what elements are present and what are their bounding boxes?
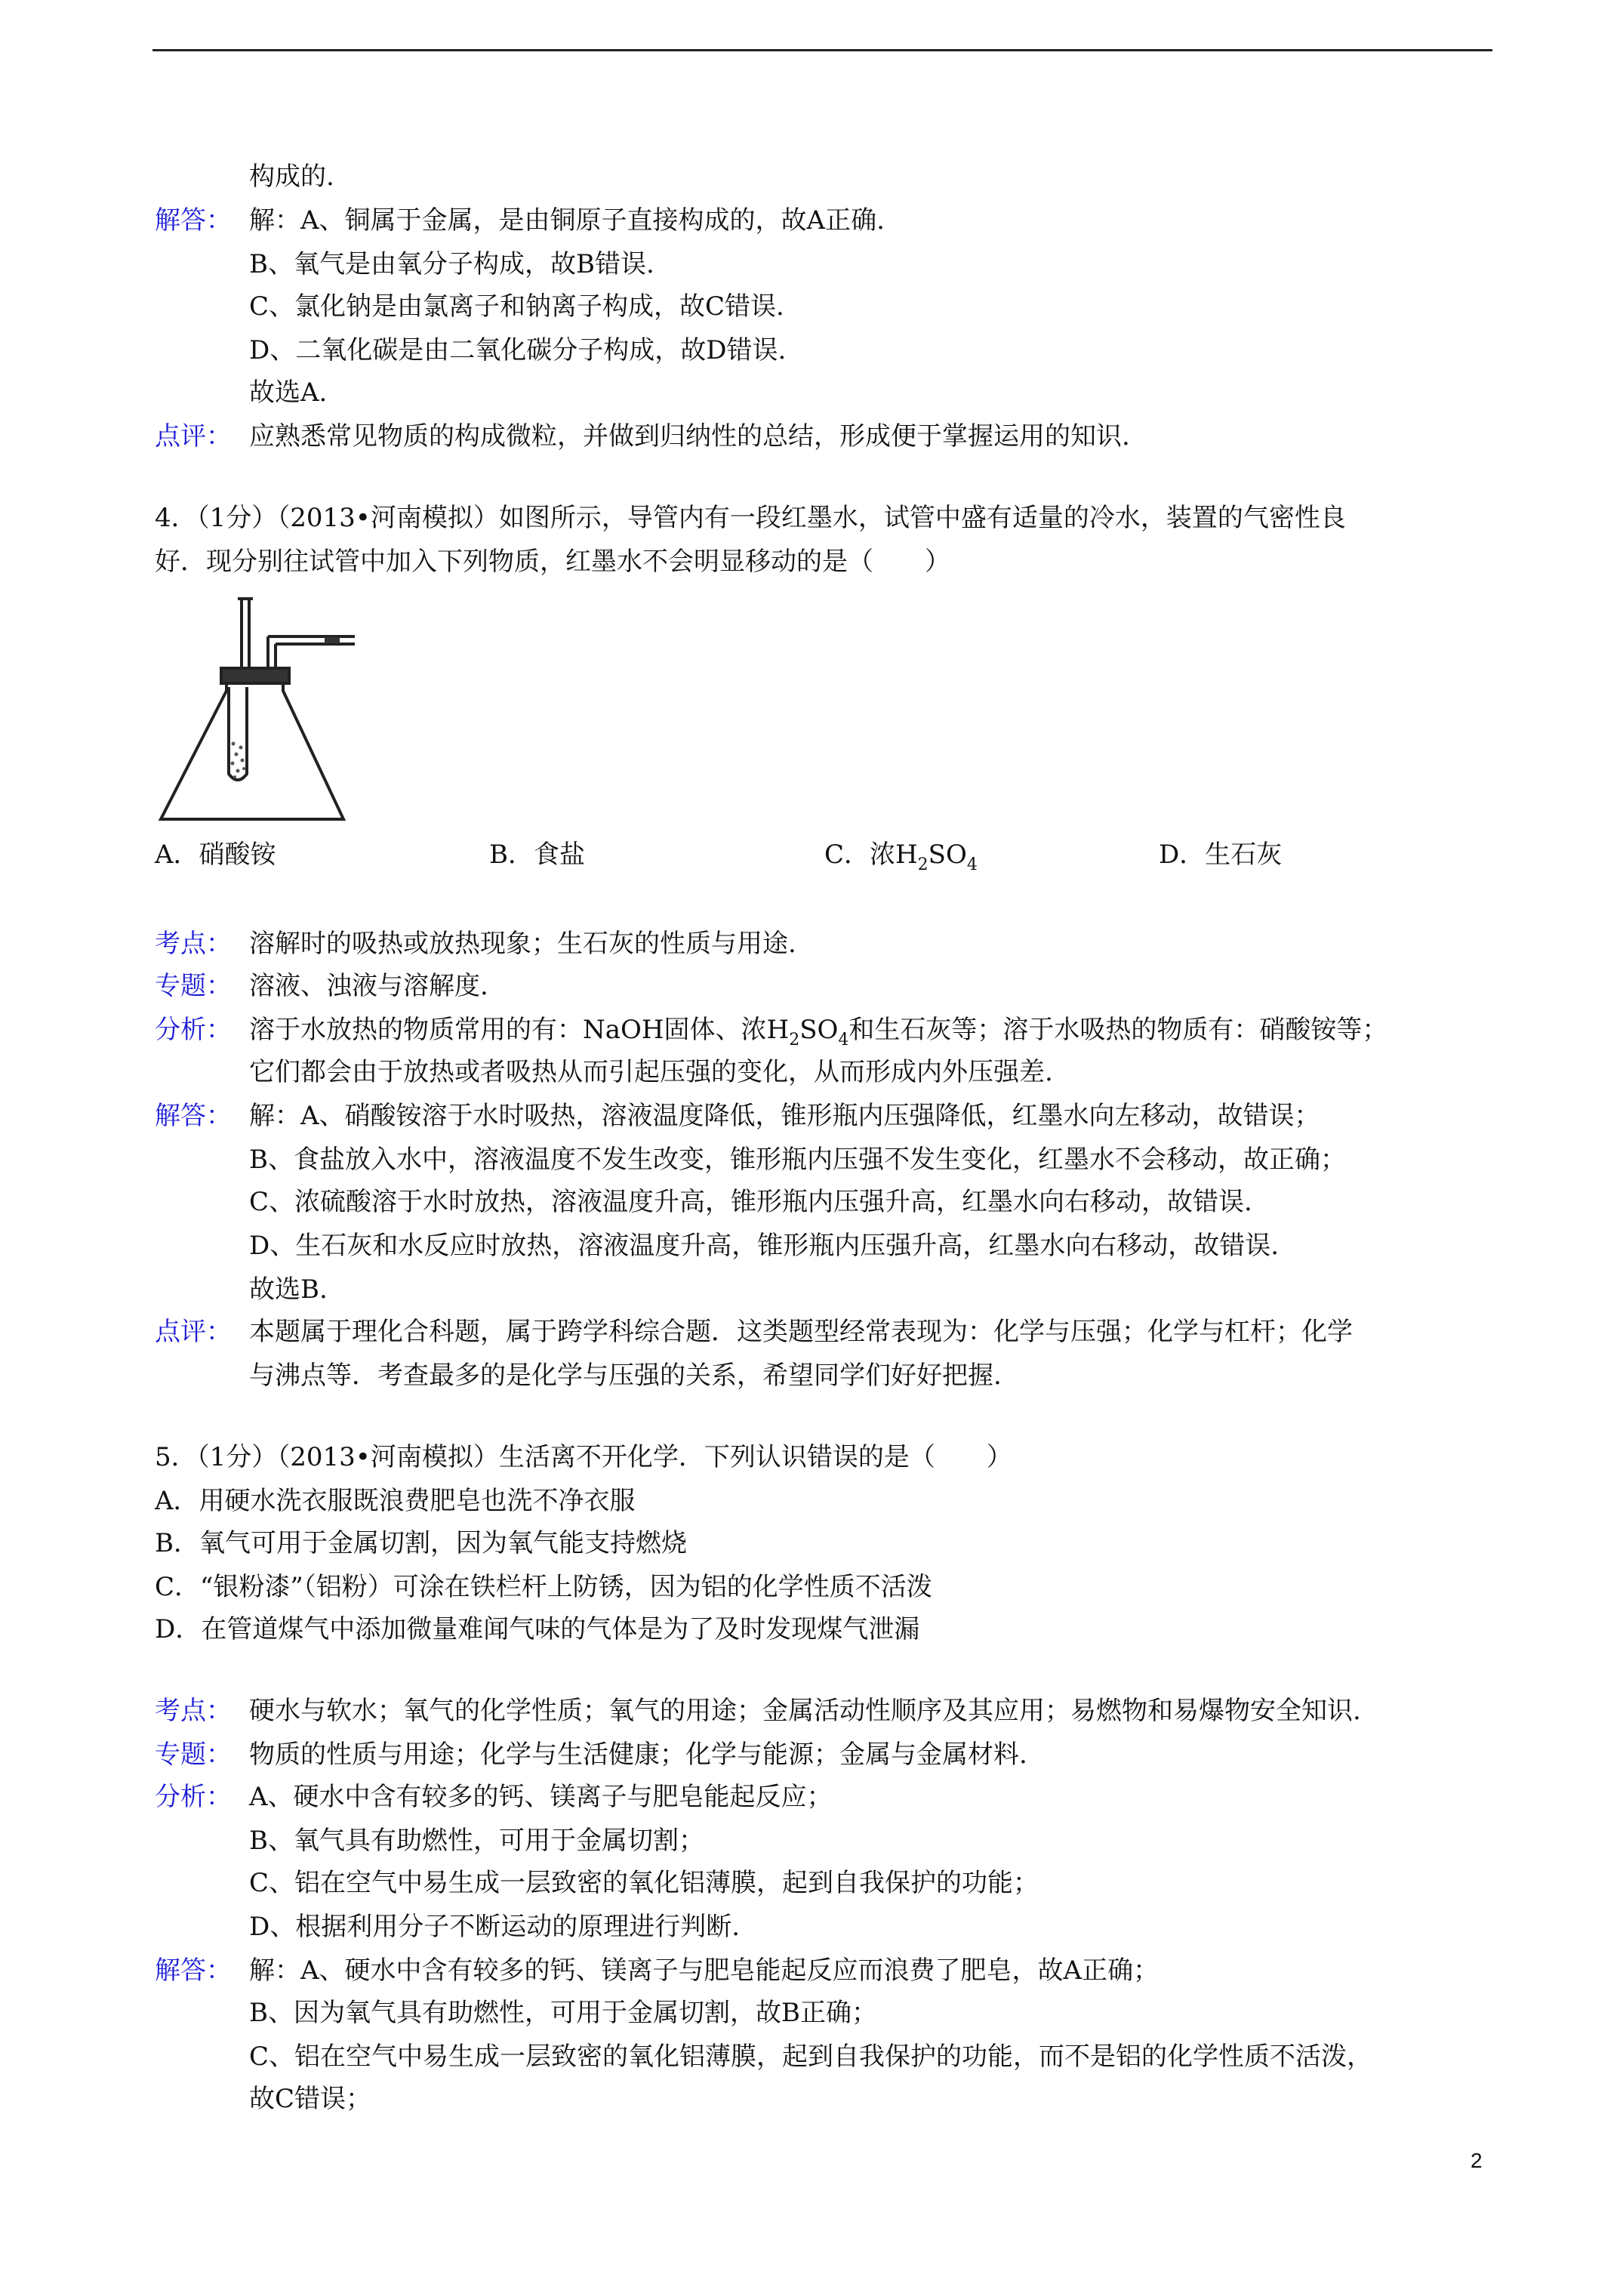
q3-jieda-line: B、氧气是由氧分子构成，故B错误. (249, 249, 654, 279)
header-rule (152, 49, 1492, 51)
q3-jieda-label: 解答： (155, 205, 232, 236)
q3-jieda-line: 故选A. (249, 378, 328, 408)
q3-dianping: 应熟悉常见物质的构成微粒，并做到归纳性的总结，形成便于掌握运用的知识. (249, 421, 1130, 451)
q4-jieda-label: 解答： (155, 1101, 232, 1131)
q4-jieda-line: B、食盐放入水中，溶液温度不发生改变，锥形瓶内压强不发生变化，红墨水不会移动，故正确； (249, 1145, 1346, 1175)
q5-option-b: B．氧气可用于金属切割，因为氧气能支持燃烧 (155, 1528, 687, 1558)
q3-jieda-line: 解：A、铜属于金属，是由铜原子直接构成的，故A正确. (249, 205, 885, 236)
q4-dianping-line-1: 本题属于理化合科题，属于跨学科综合题．这类题型经常表现为：化学与压强；化学与杠杆；化学 (249, 1317, 1353, 1347)
q4-option-d: D．生石灰 (1159, 840, 1283, 870)
q4-zhuanti: 溶液、浊液与溶解度. (249, 971, 488, 1001)
q4-dianping-line-2: 与沸点等．考查最多的是化学与压强的关系，希望同学们好好把握. (249, 1361, 1002, 1391)
q4-option-b: B．食盐 (489, 840, 585, 870)
q5-fenxi-label: 分析： (155, 1782, 232, 1812)
q4-dianping-label: 点评： (155, 1317, 232, 1347)
q5-kaodian: 硬水与软水；氧气的化学性质；氧气的用途；金属活动性顺序及其应用；易燃物和易爆物安全知识. (249, 1696, 1361, 1726)
q3-continuation: 构成的. (249, 162, 334, 192)
q5-stem: 5．（1分）（2013•河南模拟）生活离不开化学．下列认识错误的是（ ） (155, 1442, 1012, 1472)
q4-jieda-line: D、生石灰和水反应时放热，溶液温度升高，锥形瓶内压强升高，红墨水向右移动，故错误. (249, 1231, 1280, 1261)
q5-jieda-line: 故C错误； (249, 2084, 372, 2114)
page-number: 2 (1471, 2149, 1483, 2172)
q5-jieda-line: B、因为氧气具有助燃性，可用于金属切割，故B正确； (249, 1998, 877, 2028)
q4-kaodian-label: 考点： (155, 929, 232, 959)
q5-option-d: D．在管道煤气中添加微量难闻气味的气体是为了及时发现煤气泄漏 (155, 1614, 920, 1644)
q4-jieda-line: 解：A、硝酸铵溶于水时吸热，溶液温度降低，锥形瓶内压强降低，红墨水向左移动，故错误； (249, 1101, 1320, 1131)
q5-option-a: A．用硬水洗衣服既浪费肥皂也洗不净衣服 (155, 1486, 636, 1516)
q4-zhuanti-label: 专题： (155, 971, 232, 1001)
q5-fenxi-line: B、氧气具有助燃性，可用于金属切割； (249, 1826, 704, 1856)
flask-apparatus-figure (155, 593, 359, 827)
q4-fenxi-label: 分析： (155, 1015, 232, 1045)
q4-jieda-line: C、浓硫酸溶于水时放热，溶液温度升高，锥形瓶内压强升高，红墨水向右移动，故错误. (249, 1187, 1252, 1217)
q3-dianping-label: 点评： (155, 421, 232, 451)
q3-jieda-line: C、氯化钠是由氯离子和钠离子构成，故C错误. (249, 291, 784, 322)
q4-option-a: A．硝酸铵 (155, 840, 276, 870)
q4-jieda-line: 故选B. (249, 1274, 328, 1305)
q4-stem-line-2: 好．现分别往试管中加入下列物质，红墨水不会明显移动的是（ ） (155, 547, 950, 577)
q5-zhuanti: 物质的性质与用途；化学与生活健康；化学与能源；金属与金属材料. (249, 1740, 1027, 1770)
q5-option-c: C．“银粉漆”（铝粉）可涂在铁栏杆上防锈，因为铝的化学性质不活泼 (155, 1572, 932, 1602)
q5-fenxi-line: A、硬水中含有较多的钙、镁离子与肥皂能起反应； (249, 1782, 833, 1812)
q4-kaodian: 溶解时的吸热或放热现象；生石灰的性质与用途. (249, 929, 796, 959)
q3-jieda-line: D、二氧化碳是由二氧化碳分子构成，故D错误. (249, 335, 787, 365)
q4-option-c: C．浓$H_2SO_4$ (824, 840, 978, 874)
q5-zhuanti-label: 专题： (155, 1740, 232, 1770)
q5-kaodian-label: 考点： (155, 1696, 232, 1726)
q5-jieda-line: C、铝在空气中易生成一层致密的氧化铝薄膜，起到自我保护的功能，而不是铝的化学性质不活泼， (249, 2042, 1373, 2072)
q5-jieda-line: 解：A、硬水中含有较多的钙、镁离子与肥皂能起反应而浪费了肥皂，故A正确； (249, 1955, 1160, 1986)
q5-fenxi-line: D、根据利用分子不断运动的原理进行判断. (249, 1912, 741, 1942)
q5-jieda-label: 解答： (155, 1955, 232, 1986)
q5-fenxi-line: C、铝在空气中易生成一层致密的氧化铝薄膜，起到自我保护的功能； (249, 1868, 1039, 1898)
q4-fenxi-line-2: 它们都会由于放热或者吸热从而引起压强的变化，从而形成内外压强差. (249, 1057, 1053, 1087)
q4-fenxi-line-1: 溶于水放热的物质常用的有：NaOH固体、浓$H_2SO_4$和生石灰等；溶于水吸热的物质有：硝酸铵等； (249, 1015, 1388, 1049)
q4-stem-line-1: 4．（1分）（2013•河南模拟）如图所示，导管内有一段红墨水，试管中盛有适量的冷水，装置的气密性良 (155, 503, 1346, 533)
